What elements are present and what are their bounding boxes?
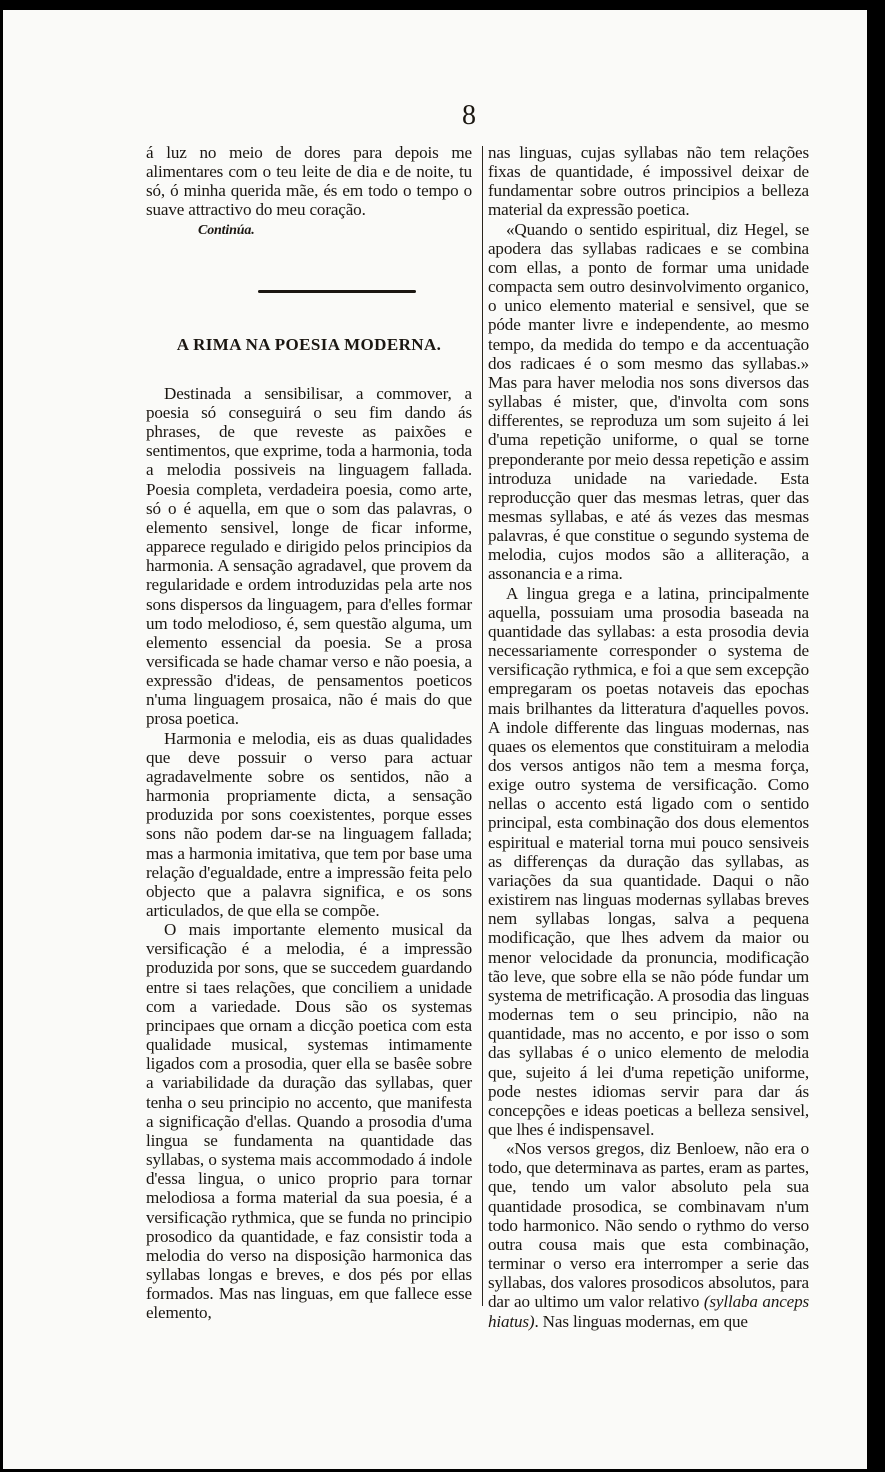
benloew-text-end: . Nas linguas modernas, em que — [534, 1311, 748, 1331]
article-title: A RIMA NA POESIA MODERNA. — [176, 334, 442, 354]
opening-paragraph: á luz no meio de dores para depois me alimentares com o teu leite de dia e de noite, tu só, ó minha querida mãe, és em todo o tempo o suave attractivo do meu coração. — [146, 143, 472, 220]
page-number: 8 — [462, 100, 476, 131]
continua-note: Continúa. — [198, 222, 255, 238]
paragraph-greek-latin: A lingua grega e a latina, principalmente aquella, possuiam uma prosodia baseada na quantidade das syllabas: a esta prosodia devia necessariamente corresponder o systema de versificação rythmica, e foi a que sem excepção empregaram os poetas notaveis das epochas mais brilhantes da litteratura d'aquelles povos. A indole differente das linguas modernas, nas quaes os elementos que constituiram a melodia dos versos antigos não tem a mesma força, exige outro systema de versificação. Como nellas o accento está ligado com o sentido principal, esta combinação dos dous elementos espiritual e material torna mui pouco sensiveis as differenças da duração das syllabas, as variações da sua quantidade. Daqui o não existirem nas linguas modernas syllabas breves nem syllabas longas, salva a pequena modificação, que lhes advem da maior ou menor velocidade da pronuncia, modificação tão leve, que sobre ella se não póde fundar um systema de metrificação. A prosodia das linguas modernas tem o seu principio, não na quantidade, mas no accento, e por isso o som das syllabas é o unico elemento de melodia que, sujeito á lei d'uma repetição uniforme, pode nestes idiomas servir para dar ás concepções e ideas poeticas a belleza sensivel, que lhes é indispensavel. — [488, 583, 809, 1139]
latin-phrase: (syllaba anceps hiatus) — [488, 1292, 809, 1331]
column-divider — [482, 146, 483, 1306]
paragraph-3: O mais importante elemento musical da versificação é a melodia, é a impressão produzida por sons, que se succedem guardando entre si taes relações, que conciliem a unidade com a variedade. Dous são os systemas principaes que ornam a dicção poetica com esta qualidade musical, systemas intimamente ligados com a prosodia, quer ella se basêe sobre a variabilidade da duração das syllabas, quer tenha o seu principio no accento, que manifesta a significação d'ellas. Quando a prosodia d'uma lingua se fundamenta na quantidade das syllabas, o systema mais accommodado á indole d'essa lingua, o unico proprio para tornar melodiosa a forma material da sua poesia, é a versificação rythmica, que se funda no principio prosodico da quantidade, e faz consistir toda a melodia do verso na disposição harmonica das syllabas longas e breves, e dos pés por ellas formados. Mas nas linguas, em que fallece esse elemento, — [146, 920, 472, 1323]
scan-border-left — [0, 0, 3, 1472]
paragraph-continued: nas linguas, cujas syllabas não tem relações fixas de quantidade, é impossivel deixar de fundamentar sobre outros principios a belleza material da expressão poetica. — [488, 143, 809, 220]
paragraph-1: Destinada a sensibilisar, a commover, a poesia só conseguirá o seu fim dando ás phrases, de que reveste as paixões e sentimentos, que exprime, toda a harmonia, toda a melodia possiveis na linguagem fallada. Poesia completa, verdadeira poesia, como arte, só o é aquella, em que o som das palavras, o elemento sensivel, longe de ficar informe, apparece regulado e dirigido pelos principios da harmonia. A sensação agradavel, que provem da regularidade e ordem introduzidas pela arte nos sons dispersos da linguagem, para d'elles formar um todo melodioso, é, sem questão alguma, um elemento essencial da poesia. Se a prosa versificada se hade chamar verso e não poesia, a expressão d'ideas, de pensamentos poeticos n'uma linguagem prosaica, não é mais do que prosa poetica. — [146, 383, 472, 729]
scan-border-top — [0, 0, 885, 10]
paragraph-benloew-quote — [488, 1139, 809, 1331]
right-column — [488, 143, 809, 1331]
left-column — [146, 143, 472, 1322]
scan-border-right — [867, 0, 885, 1472]
section-divider — [258, 290, 416, 293]
paragraph-2: Harmonia e melodia, eis as duas qualidades que deve possuir o verso para actuar agradavelmente sobre os sentidos, não a harmonia propriamente dicta, a sensação produzida por sons coexistentes, porque esses sons não podem dar-se na linguagem fallada; mas a harmonia imitativa, que tem por base uma relação d'egualdade, entre a impressão feita pelo objecto que a palavra significa, e os sons articulados, de que ella se compõe. — [146, 728, 472, 920]
benloew-text: «Nos versos gregos, diz Benloew, não era o todo, que determinava as partes, eram as partes, que, tendo um valor absoluto pela sua quantidade prosodica, se combinavam n'um todo harmonico. Não sendo o rythmo do verso outra cousa mais que esta combinação, terminar o verso era interromper a serie das syllabas, dos valores prosodicos absolutos, para dar ao ultimo um valor relativo — [488, 1139, 809, 1312]
paragraph-hegel-quote: «Quando o sentido espiritual, diz Hegel, se apodera das syllabas radicaes e se combina com ellas, a ponto de formar uma unidade compacta sem outro desinvolvimento organico, o unico elemento material e sensivel, que se póde manter livre e independente, ao mesmo tempo, da medida do tempo e da accentuação dos radicaes é o som mesmo das syllabas.» Mas para haver melodia nos sons diversos das syllabas é mister, que, d'involta com sons differentes, se reproduza um som sujeito á lei d'uma repetição uniforme, o qual se torne preponderante por meio dessa repetição e assim introduza unidade na variedade. Esta reproducção quer das mesmas letras, quer das mesmas syllabas, e até ás vezes das mesmas palavras, é que constitue o segundo systema de melodia, cujos modos são a alliteração, a assonancia e a rima. — [488, 219, 809, 584]
